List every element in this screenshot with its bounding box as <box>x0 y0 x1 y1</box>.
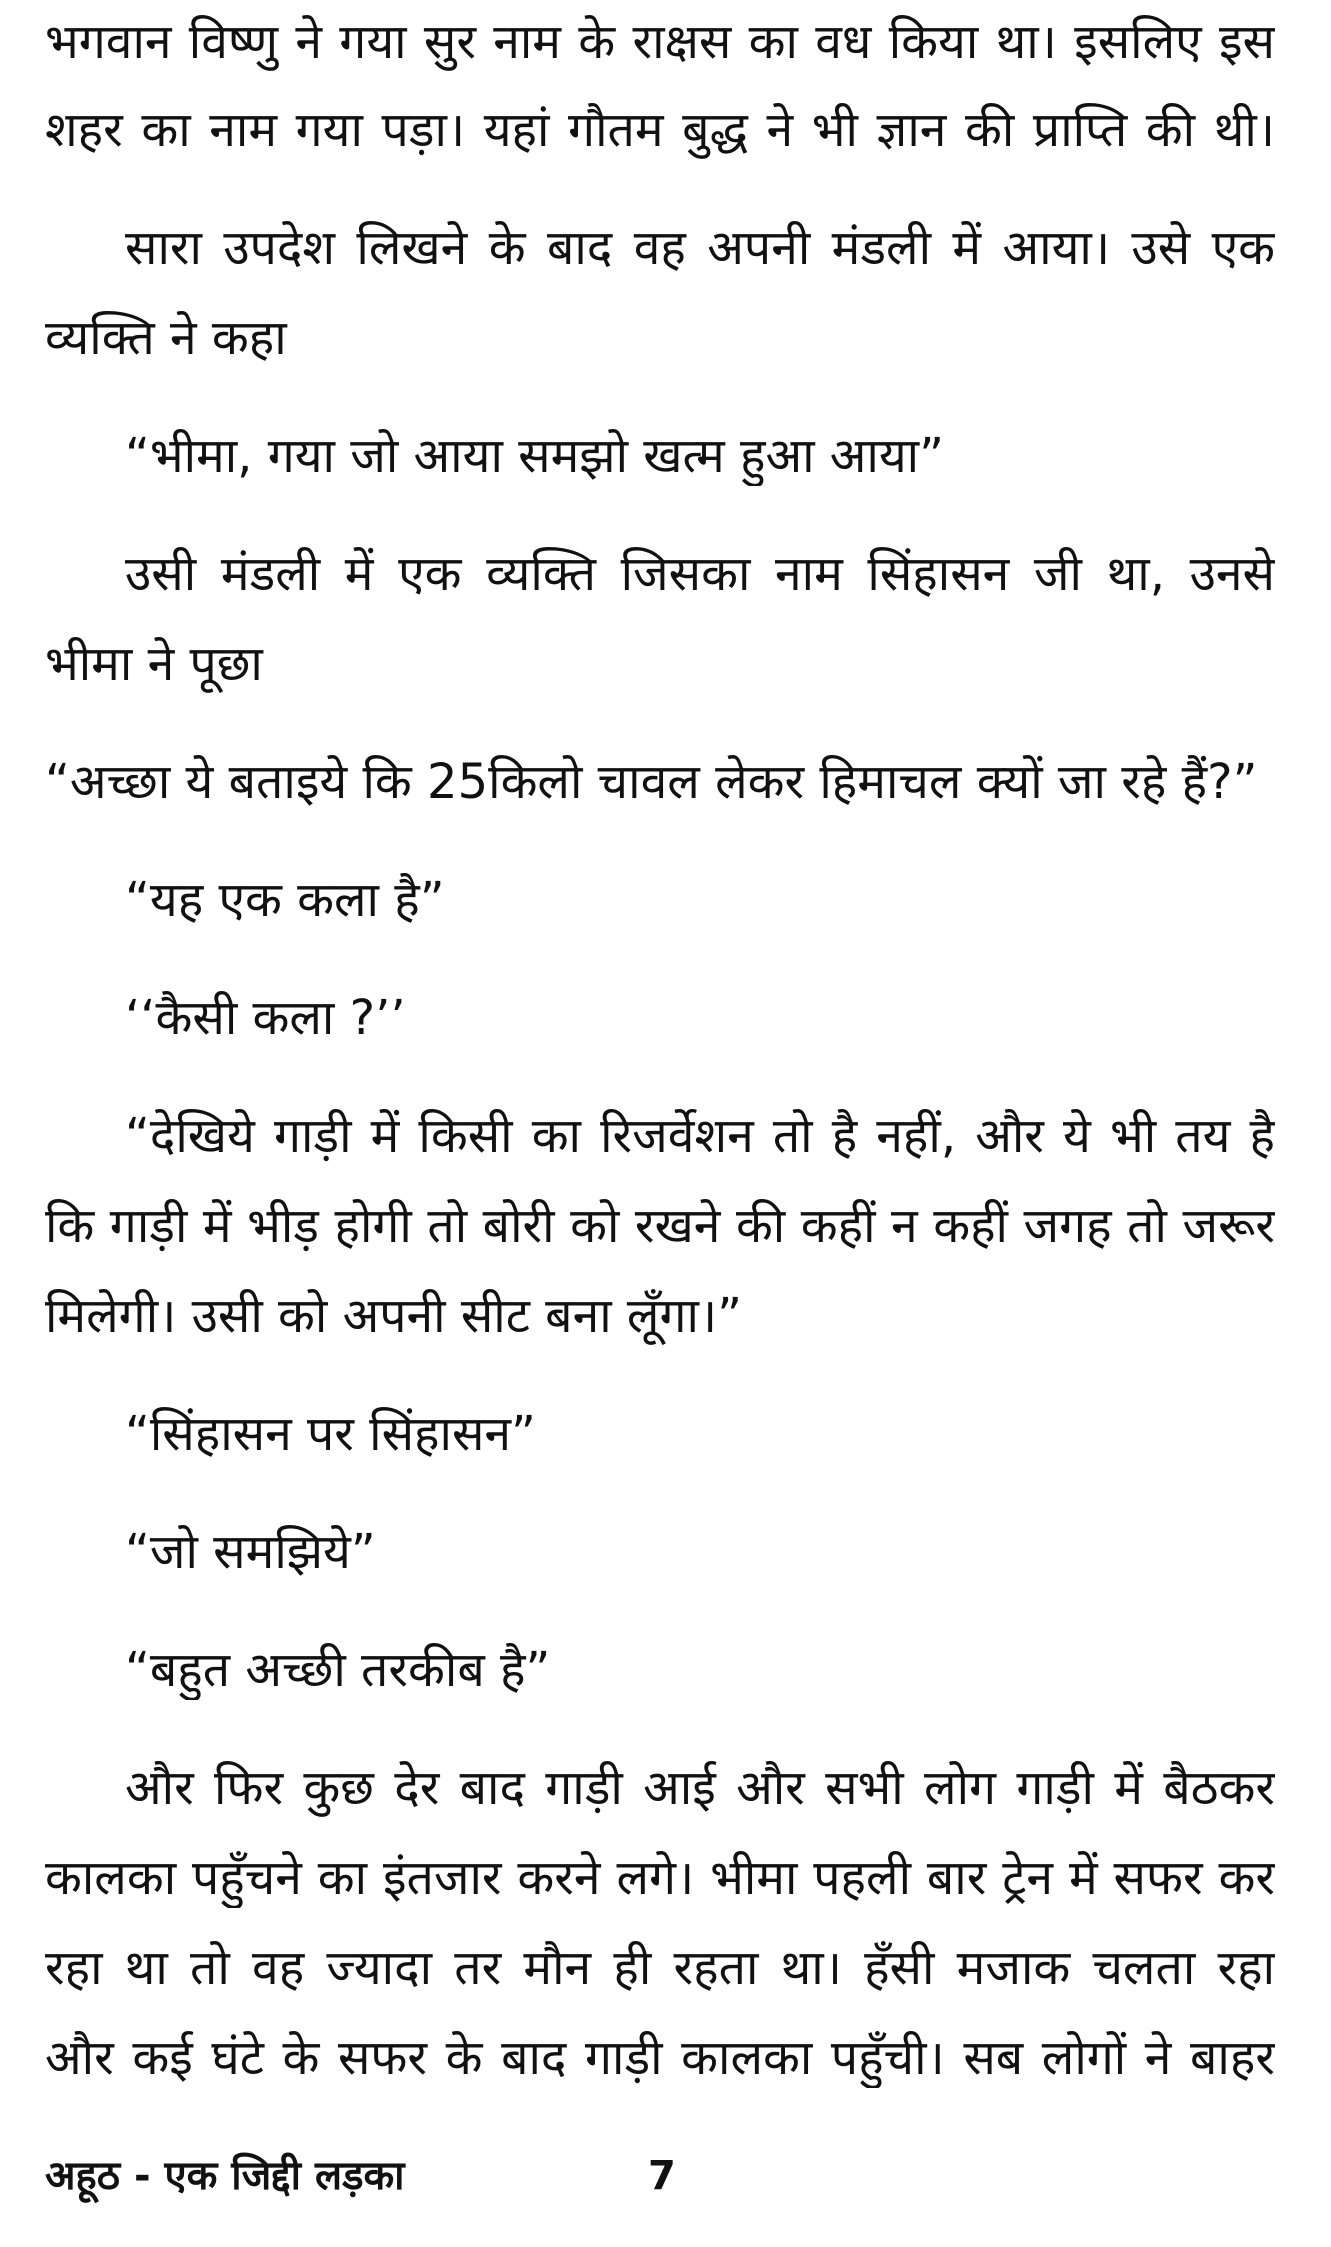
text-line: उसी मंडली में एक व्यक्ति जिसका नाम सिंहासन जी था, उनसे <box>125 546 1275 602</box>
text-line: “भीमा, गया जो आया समझो खत्म हुआ आया” <box>125 428 944 484</box>
footer-book-title: अहूठ - एक जिद्दी लड़का <box>45 2153 405 2199</box>
text-line: और कई घंटे के सफर के बाद गाड़ी कालका पहुँची। सब लोगों ने बाहर <box>45 2030 1275 2086</box>
text-line: “यह एक कला है” <box>125 872 445 928</box>
text-line: “सिंहासन पर सिंहासन” <box>125 1406 536 1462</box>
text-line: सारा उपदेश लिखने के बाद वह अपनी मंडली में आया। उसे एक <box>125 220 1275 276</box>
text-line: “देखिये गाड़ी में किसी का रिजर्वेशन तो है नहीं, और ये भी तय है <box>125 1108 1275 1164</box>
text-line: कि गाड़ी में भीड़ होगी तो बोरी को रखने की कहीं न कहीं जगह तो जरूर <box>45 1198 1275 1254</box>
text-line: “जो समझिये” <box>125 1524 376 1580</box>
text-line: और फिर कुछ देर बाद गाड़ी आई और सभी लोग गाड़ी में बैठकर <box>125 1760 1275 1816</box>
text-line: ‘‘कैसी कला ?’’ <box>125 990 406 1046</box>
text-line: व्यक्ति ने कहा <box>45 310 287 366</box>
text-line: शहर का नाम गया पड़ा। यहां गौतम बुद्ध ने भी ज्ञान की प्राप्ति की थी। <box>45 102 1275 158</box>
text-line: कालका पहुँचने का इंतजार करने लगे। भीमा पहली बार ट्रेन में सफर कर <box>45 1850 1275 1906</box>
text-line: मिलेगी। उसी को अपनी सीट बना लूँगा।” <box>45 1288 742 1344</box>
page-number: 7 <box>648 2153 676 2199</box>
text-line: भीमा ने पूछा <box>45 636 263 692</box>
text-line: “अच्छा ये बताइये कि 25किलो चावल लेकर हिमाचल क्यों जा रहे हैं?” <box>45 754 1258 810</box>
text-line: भगवान विष्णु ने गया सुर नाम के राक्षस का वध किया था। इसलिए इस <box>45 14 1275 70</box>
text-line: रहा था तो वह ज्यादा तर मौन ही रहता था। हँसी मजाक चलता रहा <box>45 1940 1275 1996</box>
text-line: “बहुत अच्छी तरकीब है” <box>125 1642 551 1698</box>
